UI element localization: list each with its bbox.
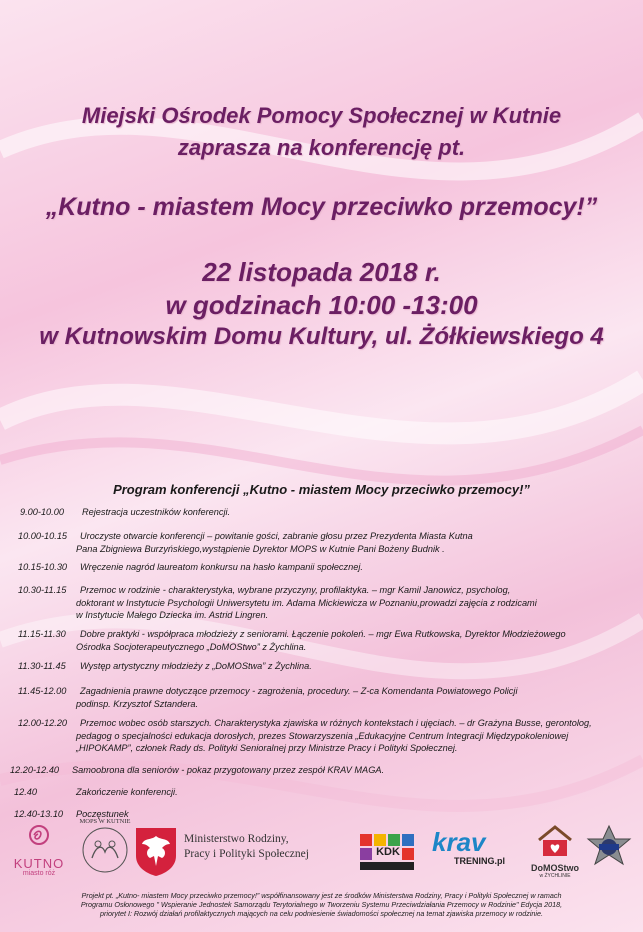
domostwo-label: DoMOStwo — [531, 863, 579, 873]
program-item-time: 12.00-12.20 — [18, 718, 68, 728]
kdk-label: KDK — [376, 846, 400, 858]
program-item-text: podinsp. Krzysztof Sztandera. — [76, 698, 199, 709]
program-item — [14, 786, 178, 799]
footer-note — [0, 891, 643, 918]
domostwo-logo — [530, 824, 580, 880]
program-item-time: 10.00-10.15 — [18, 531, 68, 541]
program-item-text: Wręczenie nagród laureatom konkursu na hasło kampanii społecznej. — [80, 562, 363, 572]
footer-line3: priorytet I: Rozwój działań profilaktycznych mających na celu podniesienie świadomości społecznej na temat zjawiska przemocy w rodzinie. — [99, 909, 544, 918]
footer-line1: Projekt pt. „Kutno- miastem Mocy przeciwko przemocy!” współfinansowany jest ze środków Ministerstwa Rodziny, Pracy i Polityki Społecznej w ramach — [81, 891, 562, 900]
program-item-text: Uroczyste otwarcie konferencji – powitanie gości, zabranie głosu przez Prezydenta Miasta Kutna — [80, 531, 473, 541]
program-item-text: Poczęstunek — [76, 809, 129, 819]
program-item — [20, 506, 230, 519]
conference-date: 22 listopada 2018 r. — [202, 257, 441, 287]
program-item-time: 12.40 — [14, 787, 37, 797]
kdk-logo — [356, 830, 420, 874]
kutno-logo — [8, 822, 70, 882]
invite-line: zaprasza na konferencję pt. — [177, 135, 466, 160]
ministry-line1: Ministerstwo Rodziny, — [184, 833, 289, 845]
police-star — [584, 824, 634, 874]
program-item-time: 12.20-12.40 — [10, 765, 60, 775]
organizer-line: Miejski Ośrodek Pomocy Społecznej w Kutnie — [81, 103, 562, 128]
program-item-text: pedagog o specjalności edukacja dorosłych, prezes Stowarzyszenia „Edukacyjne Centrum Integracji Międzypokoleniowej — [76, 730, 569, 741]
eagle-icon — [134, 826, 178, 878]
program-item — [18, 717, 592, 755]
conference-place: w Kutnowskim Domu Kultury, ul. Żółkiewskiego 4 — [39, 323, 604, 350]
program-item-text: Dobre praktyki - współpraca młodzieży z seniorami. Łączenie pokoleń. – mgr Ewa Rutkowska, Dyrektor Młodzieżowego — [80, 629, 566, 639]
footer-line2: Programu Osłonowego " Wspieranie Jednostek Samorządu Terytorialnego w Tworzeniu Systemu Przeciwdziałania Przemocy w Rodzinie" Edycja 2018, — [80, 900, 563, 909]
program-item — [10, 764, 384, 777]
conference-title: „Kutno - miastem Mocy przeciwko przemocy!” — [45, 193, 598, 221]
program-item-text: doktorant w Instytucie Psychologii Uniwersytetu im. Adama Mickiewicza w Poznaniu,prowadzi zajęcia z rodzicami — [76, 597, 537, 608]
program-item — [18, 584, 537, 622]
krav-trening-logo — [432, 828, 512, 874]
mops-label: MOPS W KUTNIE — [79, 818, 131, 825]
program-item-time: 12.40-13.10 — [14, 809, 64, 819]
kutno-label: KUTNO — [13, 856, 65, 871]
krav-label: krav — [432, 827, 486, 857]
program-item-text: Przemoc w rodzinie - charakterystyka, wybrane przyczyny, profilaktyka. – mgr Kamil Janowicz, psycholog, — [80, 585, 511, 595]
mops-emblem-icon — [76, 818, 134, 876]
program-item-time: 10.30-11.15 — [18, 585, 67, 595]
program-item — [18, 530, 473, 555]
eagle-emblem — [134, 826, 178, 878]
house-icon — [535, 824, 575, 858]
program-item-text: Rejestracja uczestników konferencji. — [82, 507, 231, 517]
rose-icon — [24, 822, 54, 852]
ministry-line2: Pracy i Polityki Społecznej — [184, 848, 309, 860]
kutno-sub: miasto róż — [22, 870, 56, 877]
program-item-text: Zakończenie konferencji. — [76, 787, 178, 797]
program-item — [18, 660, 312, 673]
program-item-text: w Instytucie Małego Dziecka im. Astrid Lingren. — [76, 610, 269, 621]
conference-hours: w godzinach 10:00 -13:00 — [165, 290, 478, 320]
program-item-text: „HIPOKAMP”, członek Rady ds. Polityki Senioralnej przy Ministrze Pracy i Polityki Społecznej. — [76, 743, 458, 754]
program-item-time: 10.15-10.30 — [18, 562, 68, 572]
program-item-text: Zagadnienia prawne dotyczące przemocy - zagrożenia, procedury. – Z-ca Komendanta Powiatowego Policji — [80, 686, 518, 696]
domostwo-sub: w ŻYCHLINIE — [539, 873, 571, 879]
program-item-text: Samoobrona dla seniorów - pokaz przygotowany przez zespół KRAV MAGA. — [72, 765, 385, 775]
program-item — [18, 561, 363, 574]
program-item-text: Ośrodka Socjoterapeutycznego „DoMOStwo” z Żychlina. — [76, 641, 307, 652]
program-item-time: 11.15-11.30 — [18, 629, 66, 639]
program-item — [18, 628, 566, 653]
mops-logo — [76, 818, 134, 880]
logos-row — [0, 818, 643, 880]
police-star-icon — [584, 824, 634, 874]
program-item-time: 11.45-12.00 — [18, 686, 67, 696]
program-item-time: 11.30-11.45 — [18, 661, 66, 671]
program-item-text: Przemoc wobec osób starszych. Charakterystyka zjawiska w różnych kontekstach i ujęciach. – dr Grażyna Busse, gerontolog, — [80, 718, 592, 728]
ministry-logo — [184, 832, 324, 872]
krav-sub: TRENING.pl — [454, 856, 505, 866]
program-heading: Program konferencji „Kutno - miastem Mocy przeciwko przemocy!” — [113, 482, 530, 497]
program-item — [18, 685, 518, 710]
program-item-text: Pana Zbigniewa Burzyńskiego,wystąpienie Dyrektor MOPS w Kutnie Pani Bożeny Budnik . — [76, 543, 445, 554]
program-item-text: Występ artystyczny młodzieży z „DoMOStwa” z Żychlina. — [80, 661, 312, 671]
program-item-time: 9.00-10.00 — [20, 507, 64, 517]
